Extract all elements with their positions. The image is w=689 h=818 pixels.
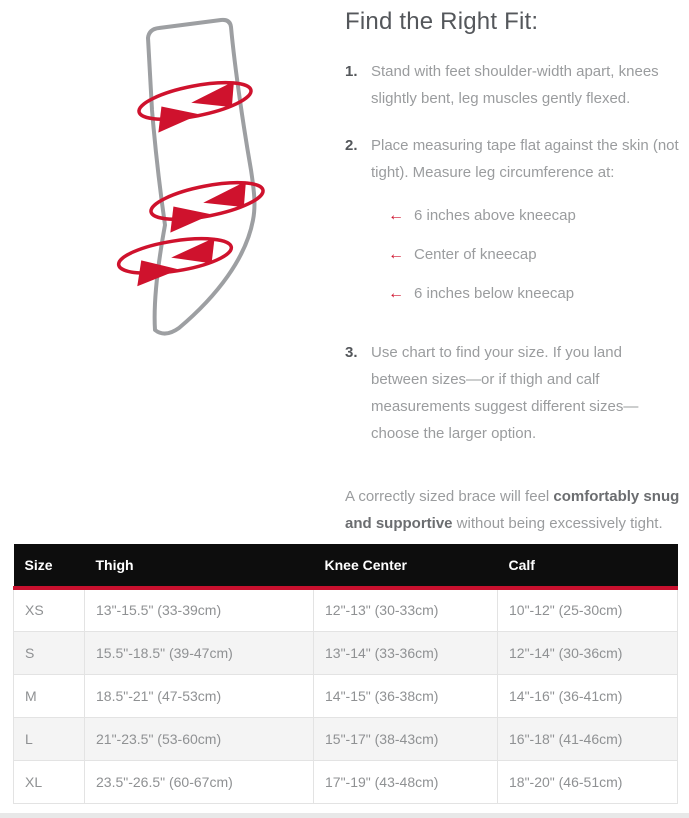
calf-measure-band-icon xyxy=(116,232,235,288)
left-arrow-icon: ← xyxy=(388,207,404,224)
list-item xyxy=(388,202,681,229)
sizing-note xyxy=(345,483,681,537)
leg-outline xyxy=(148,20,254,334)
knee-center-cell: 17"-19" (43-48cm) xyxy=(314,760,498,803)
table-header-row xyxy=(14,544,678,588)
left-arrow-icon: ← xyxy=(388,246,404,263)
size-cell: XS xyxy=(14,588,85,631)
leg-measurement-diagram xyxy=(95,8,335,363)
calf-cell: 16"-18" (41-46cm) xyxy=(498,717,678,760)
table-row xyxy=(14,760,678,803)
thigh-cell: 23.5"-26.5" (60-67cm) xyxy=(85,760,314,803)
knee-center-cell: 12"-13" (30-33cm) xyxy=(314,588,498,631)
calf-cell: 12"-14" (30-36cm) xyxy=(498,631,678,674)
column-header-calf: Calf xyxy=(498,544,678,588)
fit-guide-content xyxy=(345,8,681,537)
calf-cell: 14"-16" (36-41cm) xyxy=(498,674,678,717)
step-text: Place measuring tape flat against the skin (not tight). Measure leg circumference at: xyxy=(371,137,679,181)
column-header-size: Size xyxy=(14,544,85,588)
table-row xyxy=(14,588,678,631)
knee-center-cell: 15"-17" (38-43cm) xyxy=(314,717,498,760)
bottom-divider xyxy=(0,813,689,818)
bullet-text: 6 inches above kneecap xyxy=(414,207,576,224)
size-cell: XL xyxy=(14,760,85,803)
thigh-cell: 18.5"-21" (47-53cm) xyxy=(85,674,314,717)
note-prefix: A correctly sized brace will feel xyxy=(345,488,554,505)
step-number: 1. xyxy=(345,63,358,80)
bullet-text: 6 inches below kneecap xyxy=(414,285,575,302)
knee-center-cell: 13"-14" (33-36cm) xyxy=(314,631,498,674)
table-row xyxy=(14,631,678,674)
thigh-cell: 21"-23.5" (53-60cm) xyxy=(85,717,314,760)
size-cell: S xyxy=(14,631,85,674)
step-1 xyxy=(345,58,681,112)
step-text: Use chart to find your size. If you land between sizes—or if thigh and calf measurements suggest different sizes—choose the larger option. xyxy=(371,344,639,442)
calf-cell: 10"-12" (25-30cm) xyxy=(498,588,678,631)
column-header-thigh: Thigh xyxy=(85,544,314,588)
thigh-cell: 13"-15.5" (33-39cm) xyxy=(85,588,314,631)
table-row xyxy=(14,717,678,760)
table-row xyxy=(14,674,678,717)
step-text: Stand with feet shoulder-width apart, knees slightly bent, leg muscles gently flexed. xyxy=(371,63,659,107)
knee-center-cell: 14"-15" (36-38cm) xyxy=(314,674,498,717)
size-chart-table xyxy=(13,544,678,804)
measurement-points-list xyxy=(388,202,681,307)
left-arrow-icon: ← xyxy=(388,285,404,302)
step-3 xyxy=(345,339,681,447)
calf-cell: 18"-20" (46-51cm) xyxy=(498,760,678,803)
bullet-text: Center of kneecap xyxy=(414,246,537,263)
note-suffix: without being excessively tight. xyxy=(452,515,663,532)
list-item xyxy=(388,241,681,268)
list-item xyxy=(388,280,681,307)
step-2 xyxy=(345,132,681,319)
leg-illustration xyxy=(95,8,335,363)
table-body xyxy=(14,588,678,803)
step-number: 2. xyxy=(345,137,358,154)
note-bold: comfortably snug and supportive xyxy=(345,488,680,532)
column-header-knee-center: Knee Center xyxy=(314,544,498,588)
step-number: 3. xyxy=(345,344,358,361)
page-title: Find the Right Fit: xyxy=(345,8,539,35)
size-cell: L xyxy=(14,717,85,760)
thigh-cell: 15.5"-18.5" (39-47cm) xyxy=(85,631,314,674)
size-cell: M xyxy=(14,674,85,717)
